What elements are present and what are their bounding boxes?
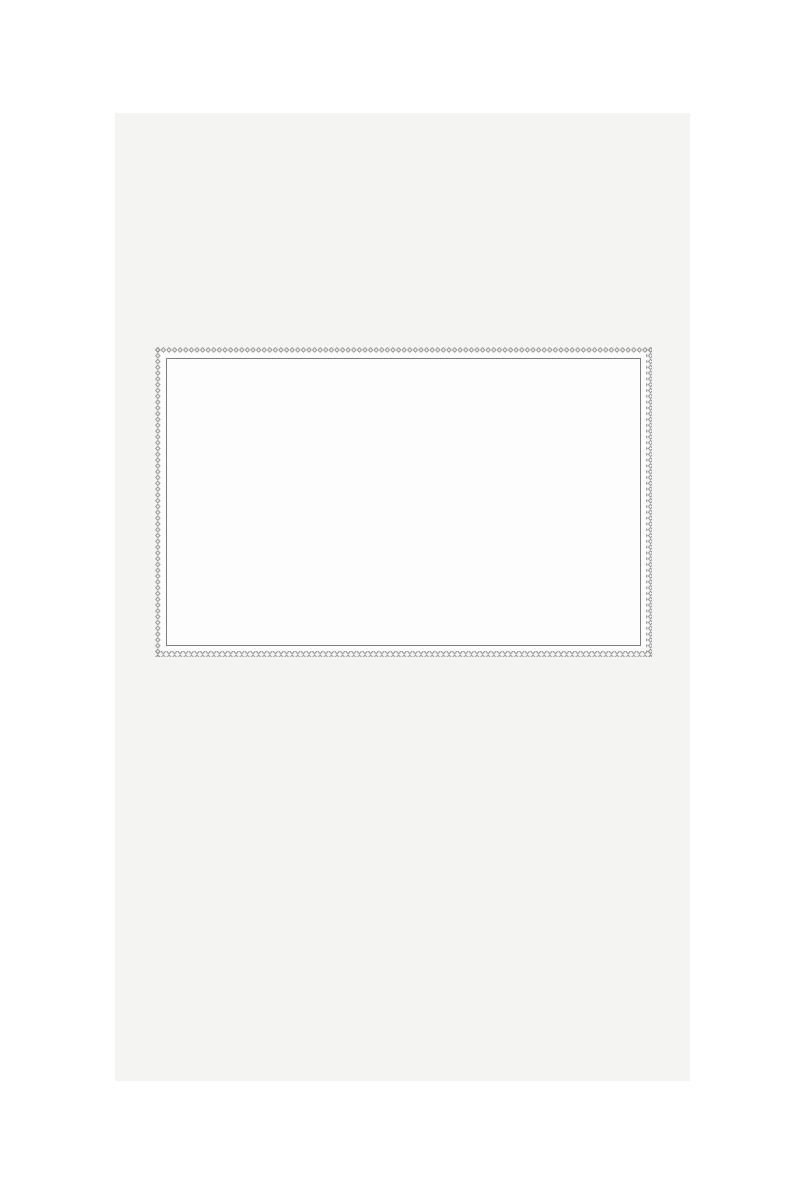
diamond-border — [155, 347, 652, 657]
callout-box-fill — [160, 352, 647, 652]
sheet-content — [115, 100, 690, 1094]
page-number — [687, 60, 693, 86]
content-sheet — [115, 100, 690, 1094]
callout-box — [155, 347, 652, 657]
